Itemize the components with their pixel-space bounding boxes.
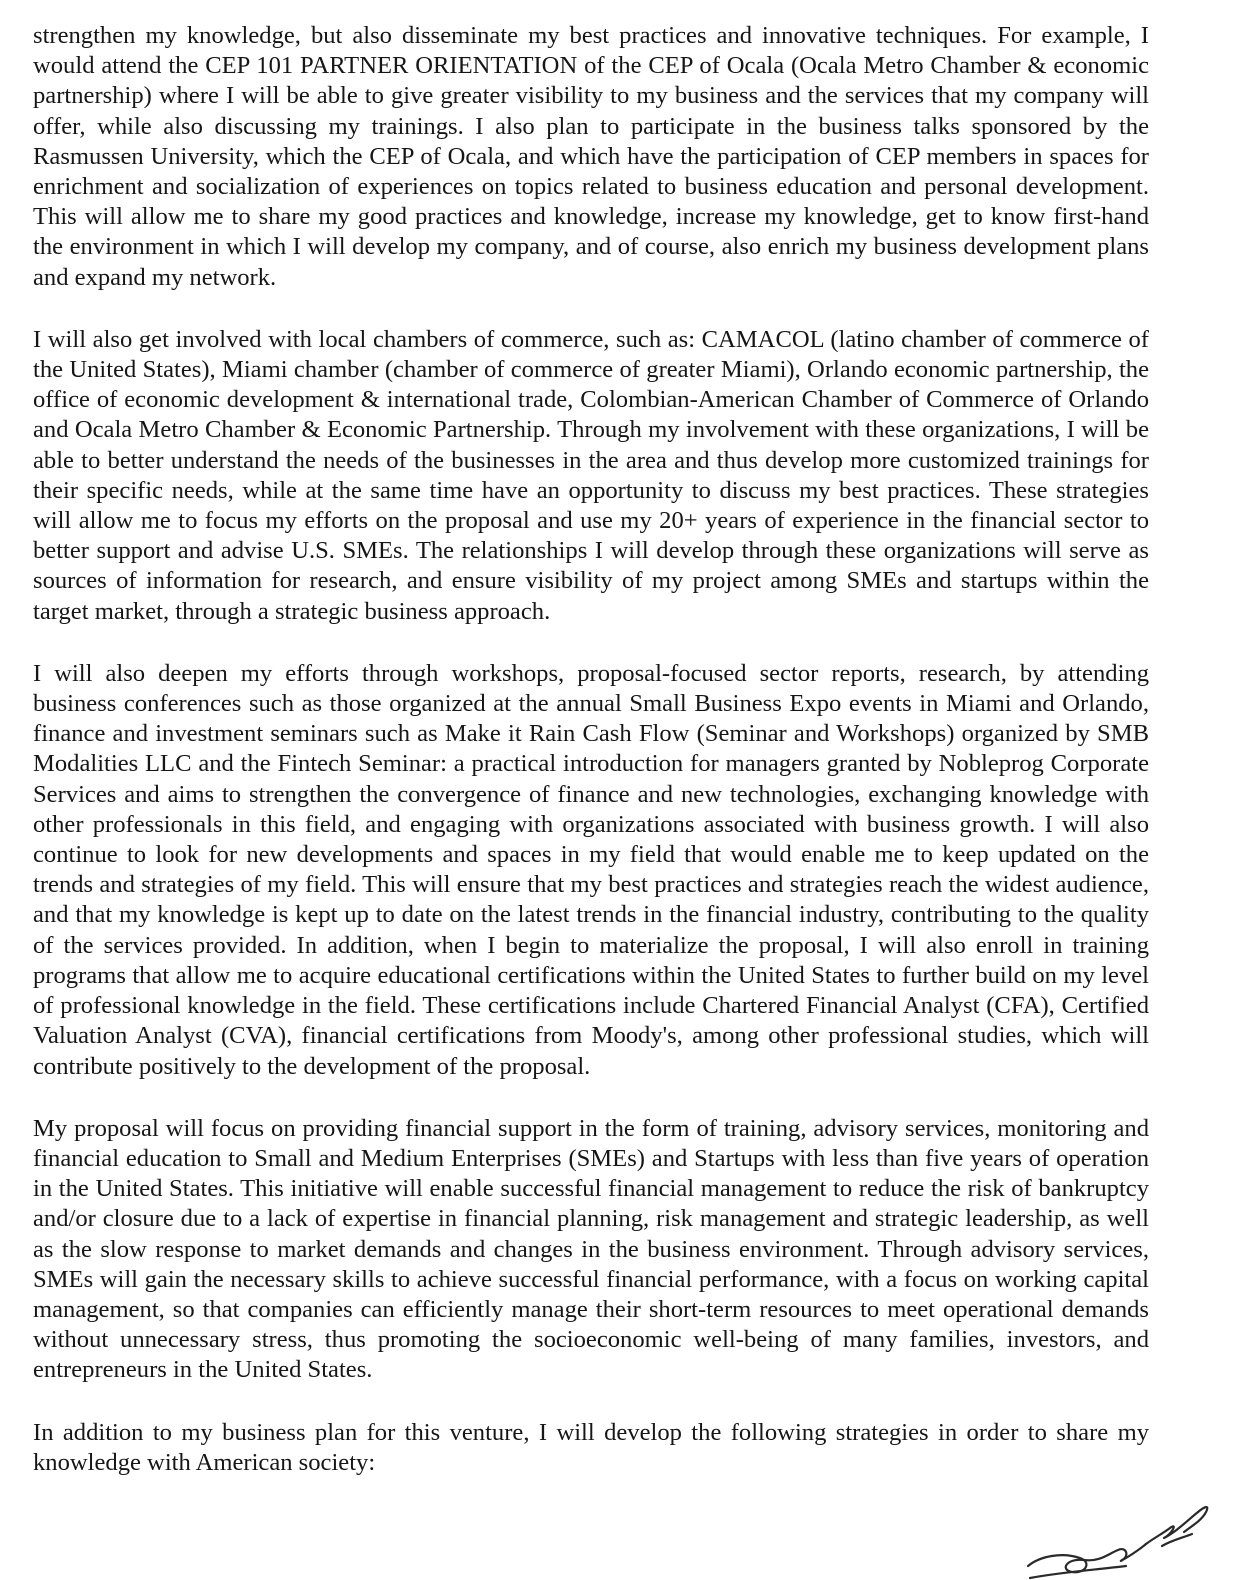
paragraph-continuation: strengthen my knowledge, but also disseminate my best practices and innovative techniques. For example, I would attend the CEP 101 PARTNER ORIENTATION of the CEP of Ocala (Ocala Metro Chamber & economic partnership) where I will be able to give greater visibility to my business and the services that my company will offer, while also discussing my trainings. I also plan to participate in the business talks sponsored by the Rasmussen University, which the CEP of Ocala, and which have the participation of CEP members in spaces for enrichment and socialization of experiences on topics related to business education and personal development. This will allow me to share my good practices and knowledge, increase my knowledge, get to know first-hand the environment in which I will develop my company, and of course, also enrich my business development plans and expand my network. [33,22,1149,291]
paragraph-strategies-intro: In addition to my business plan for this venture, I will develop the following strategies in order to share my knowledge with American society: [33,1418,1149,1476]
paragraph-proposal-focus: My proposal will focus on providing financial support in the form of training, advisory services, monitoring and financial education to Small and Medium Enterprises (SMEs) and Startups with less than five years of operation in the United States. This initiative will enable successful financial management to reduce the risk of bankruptcy and/or closure due to a lack of expertise in financial planning, risk management and strategic leadership, as well as the slow response to market demands and changes in the business environment. Through advisory services, SMEs will gain the necessary skills to achieve successful financial performance, with a focus on working capital management, so that companies can efficiently manage their short-term resources to meet operational demands without unnecessary stress, thus promoting the socioeconomic well-being of many families, investors, and entrepreneurs in the United States. [33,1114,1149,1384]
handwritten-signature-icon [1022,1494,1222,1580]
paragraph-workshops-and-certifications: I will also deepen my efforts through workshops, proposal-focused sector reports, research, by attending business conferences such as those organized at the annual Small Business Expo events in Miami and Orlando, finance and investment seminars such as Make it Rain Cash Flow (Seminar and Workshops) organized by SMB Modalities LLC and the Fintech Seminar: a practical introduction for managers granted by Nobleprog Corporate Services and aims to strengthen the convergence of finance and new technologies, exchanging knowledge with other professionals in this field, and engaging with organizations associated with business growth. I will also continue to look for new developments and spaces in my field that would enable me to keep updated on the trends and strategies of my field. This will ensure that my best practices and strategies reach the widest audience, and that my knowledge is kept up to date on the latest trends in the financial industry, contributing to the quality of the services provided. In addition, when I begin to materialize the proposal, I will also enroll in training programs that allow me to acquire educational certifications within the United States to further build on my level of professional knowledge in the field. These certifications include Chartered Financial Analyst (CFA), Certified Valuation Analyst (CVA), financial certifications from Moody's, among other professional studies, which will contribute positively to the development of the proposal. [33,659,1149,1080]
paragraph-chambers-of-commerce: I will also get involved with local chambers of commerce, such as: CAMACOL (latino chamber of commerce of the United States), Miami chamber (chamber of commerce of greater Miami), Orlando economic partnership, the office of economic development & international trade, Colombian-American Chamber of Commerce of Orlando and Ocala Metro Chamber & Economic Partnership. Through my involvement with these organizations, I will be able to better understand the needs of the businesses in the area and thus develop more customized trainings for their specific needs, while at the same time have an opportunity to discuss my best practices. These strategies will allow me to focus my efforts on the proposal and use my 20+ years of experience in the financial sector to better support and advise U.S. SMEs. The relationships I will develop through these organizations will serve as sources of information for research, and ensure visibility of my project among SMEs and startups within the target market, through a strategic business approach. [33,325,1149,625]
document-body [33,21,1149,1478]
